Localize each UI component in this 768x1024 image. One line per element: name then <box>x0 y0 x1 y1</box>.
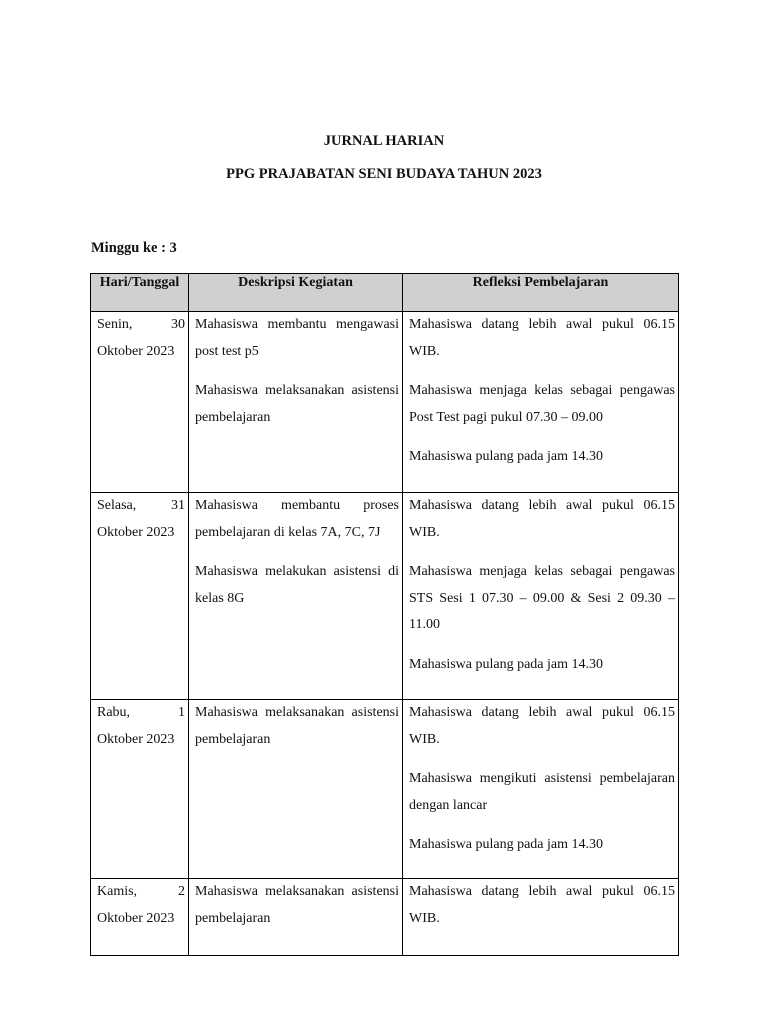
month-year: Oktober 2023 <box>97 910 175 926</box>
table-row <box>91 879 679 956</box>
activity-text: Mahasiswa melaksanakan asistensi pembelajaran <box>195 383 399 425</box>
day-cell <box>91 493 189 700</box>
month-year: Oktober 2023 <box>97 731 175 747</box>
activity-cell <box>189 493 403 700</box>
column-header-reflection: Refleksi Pembelajaran <box>403 274 679 312</box>
month-year: Oktober 2023 <box>97 343 175 359</box>
column-header-day: Hari/Tanggal <box>91 274 189 312</box>
document-title: JURNAL HARIAN <box>323 133 445 149</box>
table-row <box>91 493 679 700</box>
reflection-text: Mahasiswa datang lebih awal pukul 06.15 WIB. <box>409 317 675 359</box>
reflection-text: Mahasiswa pulang pada jam 14.30 <box>409 656 604 672</box>
activity-cell <box>189 312 403 493</box>
reflection-text: Mahasiswa mengikuti asistensi pembelajaran dengan lancar <box>409 771 675 813</box>
reflection-text: Mahasiswa datang lebih awal pukul 06.15 WIB. <box>409 705 675 747</box>
date-number: 2 <box>178 884 185 899</box>
date-number: 31 <box>171 498 185 513</box>
reflection-cell <box>403 493 679 700</box>
day-name: Selasa, <box>97 498 137 513</box>
activity-cell <box>189 879 403 956</box>
reflection-text: Mahasiswa datang lebih awal pukul 06.15 WIB. <box>409 884 675 926</box>
column-header-activity: Deskripsi Kegiatan <box>189 274 403 312</box>
table-row <box>91 312 679 493</box>
reflection-text: Mahasiswa pulang pada jam 14.30 <box>409 837 604 852</box>
reflection-cell <box>403 879 679 956</box>
activity-text: Mahasiswa membantu proses pembelajaran di kelas 7A, 7C, 7J <box>195 498 399 540</box>
reflection-text: Mahasiswa menjaga kelas sebagai pengawas STS Sesi 1 07.30 – 09.00 & Sesi 2 09.30 – 11.00 <box>409 564 675 632</box>
reflection-text: Mahasiswa datang lebih awal pukul 06.15 WIB. <box>409 498 675 540</box>
activity-text: Mahasiswa membantu mengawasi post test p5 <box>195 317 399 359</box>
reflection-cell <box>403 700 679 879</box>
reflection-cell <box>403 312 679 493</box>
activity-text: Mahasiswa melakukan asistensi di kelas 8G <box>195 564 399 606</box>
activity-text: Mahasiswa melaksanakan asistensi pembelajaran <box>195 705 399 747</box>
table-row <box>91 700 679 879</box>
day-cell <box>91 312 189 493</box>
day-name: Kamis, <box>97 884 138 899</box>
document-subtitle: PPG PRAJABATAN SENI BUDAYA TAHUN 2023 <box>226 166 542 182</box>
day-cell <box>91 700 189 879</box>
table-header-row <box>91 274 679 312</box>
activity-text: Mahasiswa melaksanakan asistensi pembelajaran <box>195 884 399 926</box>
month-year: Oktober 2023 <box>97 524 175 540</box>
day-name: Senin, <box>97 317 133 332</box>
activity-cell <box>189 700 403 879</box>
journal-table <box>90 273 679 956</box>
reflection-text: Mahasiswa menjaga kelas sebagai pengawas Post Test pagi pukul 07.30 – 09.00 <box>409 383 675 425</box>
reflection-text: Mahasiswa pulang pada jam 14.30 <box>409 449 604 464</box>
day-cell <box>91 879 189 956</box>
day-name: Rabu, <box>97 705 131 720</box>
week-label: Minggu ke : 3 <box>91 240 177 256</box>
date-number: 1 <box>178 705 185 720</box>
date-number: 30 <box>171 317 185 332</box>
